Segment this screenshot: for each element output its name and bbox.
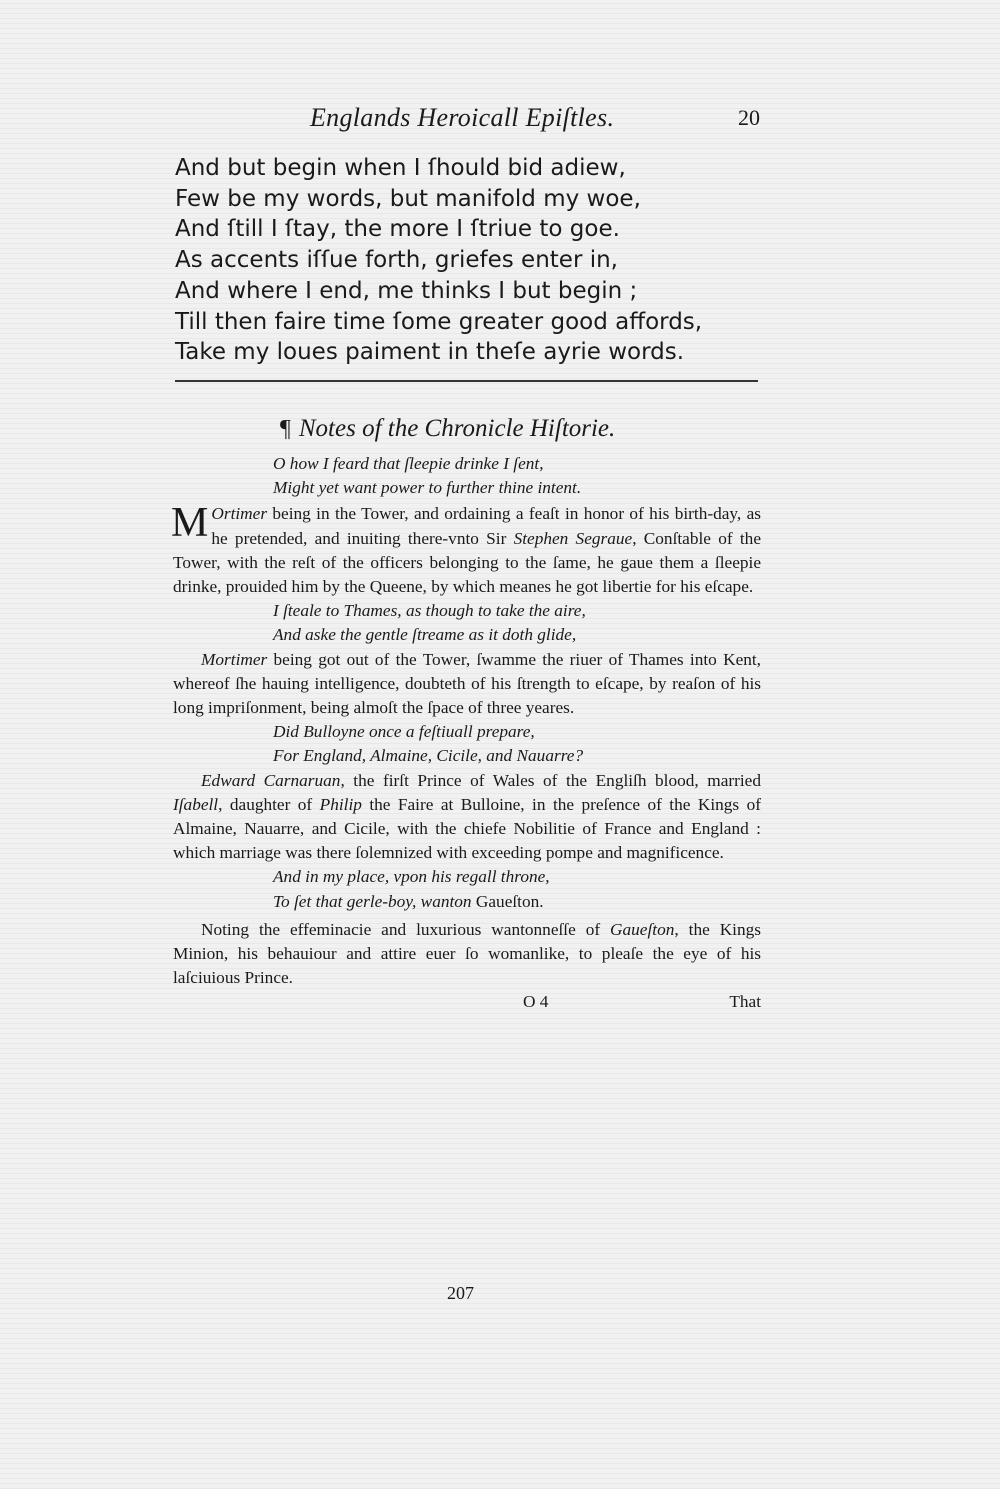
person-name: Ortimer — [211, 504, 268, 524]
page-number: 20 — [738, 105, 760, 130]
quote-text: To ſet that gerle-boy, wanton — [273, 891, 472, 911]
poem-line: As accents iſſue forth, griefes enter in, — [175, 247, 618, 274]
paragraph-text: , Conſtable of the Tower, with the reſt of the officers belonging to the ſame, he gaue them a ſleepie drinke, prouided him by the Queene, by which meanes he got libertie for his eſcape. — [173, 528, 761, 597]
paragraph-text: , the firſt Prince of Wales of the Engliſh blood, married — [340, 770, 761, 790]
printer-signature: O 4 — [523, 992, 549, 1012]
note-paragraph — [173, 502, 761, 599]
quote-line: And in my place, vpon his regall throne, — [273, 867, 550, 887]
person-name: Stephen Segraue — [513, 528, 633, 548]
running-title: Englands Heroicall Epiſtles. — [310, 103, 615, 132]
poem — [175, 153, 775, 368]
running-head — [175, 103, 760, 133]
paragraph-text: , the Kings Minion, his behauiour and attire euer ſo womanlike, to pleaſe the eye of his laſciuious Prince. — [173, 919, 761, 988]
horizontal-rule — [175, 380, 758, 382]
paragraph-text: the Faire at Bulloine, in the preſence of the Kings of Almaine, Nauarre, and Cicile, with the chiefe Nobilitie of France and England : which marriage was there ſolemnized with exceeding pompe and magnificence. — [173, 794, 761, 863]
notes-heading-text: Notes of the Chronicle Hiſtorie. — [298, 415, 616, 442]
person-name: Iſabell — [173, 794, 219, 814]
paragraph-text: being got out of the Tower, ſwamme the riuer of Thames into Kent, whereof ſhe hauing intelligence, doubteth of his ſtrength to eſcape, by reaſon of his long impriſonment, being almoſt the ſpace of three yeares. — [173, 649, 761, 718]
pilcrow-icon: ¶ — [280, 416, 291, 442]
poem-line: And ſtill I ſtay, the more I ſtriue to goe. — [175, 216, 620, 243]
paragraph-text: Noting the effeminacie and luxurious wantonneſſe of — [201, 919, 611, 939]
person-name: Edward Carnaruan — [201, 770, 341, 790]
poem-line: Take my loues paiment in theſe ayrie words. — [175, 339, 685, 366]
quote-line — [173, 890, 761, 914]
person-name: Gaueſton. — [471, 891, 544, 911]
poem-line: Few be my words, but manifold my woe, — [175, 185, 641, 212]
person-name: Philip — [319, 794, 362, 814]
folio-number: 207 — [447, 1283, 474, 1303]
note-paragraph — [173, 769, 761, 866]
paragraph-text: being in the Tower, and ordaining a feaſt in honor of his birth-day, as he pretended, and inuiting there-vnto Sir — [211, 504, 761, 548]
quote-line: Might yet want power to further thine intent. — [273, 478, 582, 498]
person-name: Gaueſton — [610, 919, 675, 939]
poem-line: Till then faire time ſome greater good affords, — [175, 308, 703, 335]
signature-row — [173, 990, 761, 1016]
notes-heading — [280, 415, 615, 443]
drop-cap: M — [171, 500, 209, 547]
person-name: Mortimer — [201, 649, 268, 669]
note-paragraph — [173, 648, 761, 721]
catchword: That — [729, 992, 761, 1012]
notes-body — [173, 452, 761, 1016]
poem-line: And where I end, me thinks I but begin ; — [175, 277, 638, 304]
quote-line: O how I feard that ſleepie drinke I ſent, — [273, 454, 544, 473]
quote-line: For England, Almaine, Cicile, and Nauarre? — [273, 746, 584, 766]
quote-line: And aske the gentle ſtreame as it doth glide, — [273, 625, 577, 645]
note-paragraph — [173, 918, 761, 991]
quote-line: I ſteale to Thames, as though to take the aire, — [273, 601, 586, 621]
quote-line: Did Bulloyne once a feſtiuall prepare, — [273, 722, 535, 742]
paragraph-text: , daughter of — [218, 794, 320, 814]
poem-line: And but begin when I ſhould bid adiew, — [175, 155, 626, 181]
